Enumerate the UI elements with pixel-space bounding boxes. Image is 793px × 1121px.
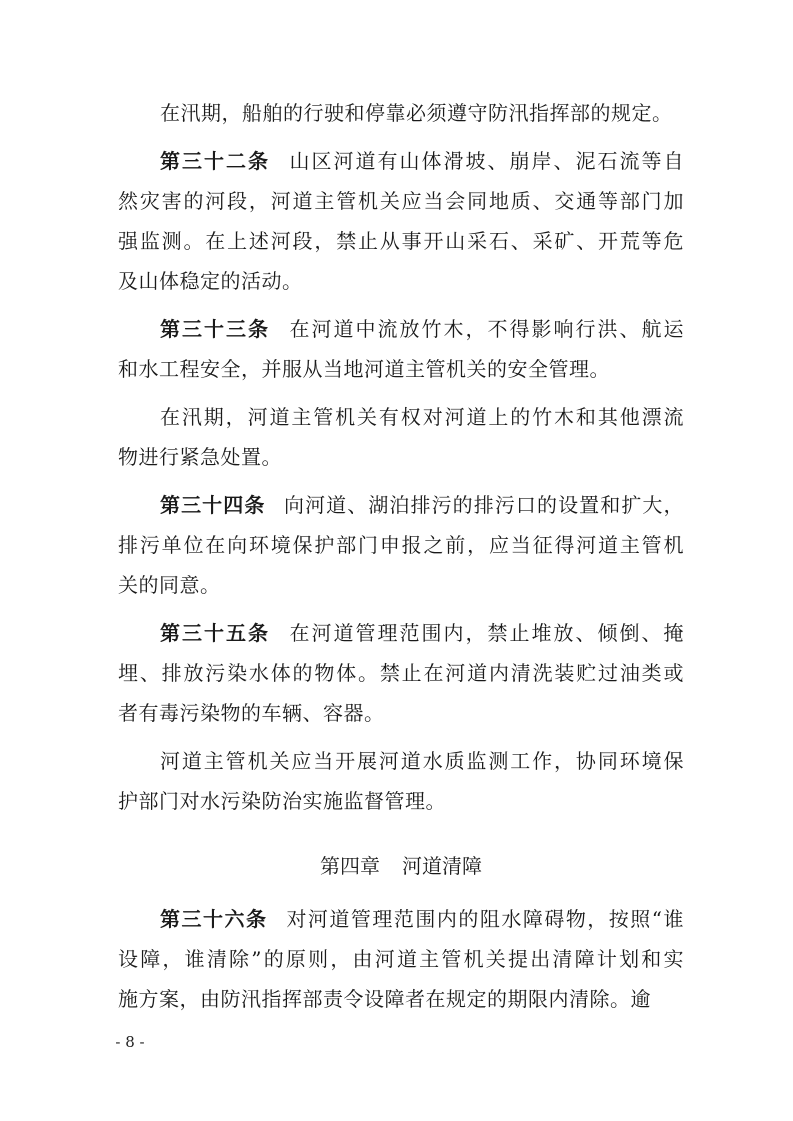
- line-text: 设障，谁清除”的原则，由河道主管机关提出清障计划和实: [118, 947, 684, 971]
- text-line: [118, 93, 684, 133]
- article-number: 第三十五条: [160, 621, 270, 645]
- paragraph: [118, 613, 684, 733]
- paragraph: [118, 741, 684, 821]
- paragraph: [118, 309, 684, 389]
- line-text: 者有毒污染物的车辆、容器。: [118, 701, 385, 725]
- line-text: 在河道中流放竹木，不得影响行洪、航运: [288, 317, 684, 341]
- text-line: [118, 565, 684, 605]
- line-text: 及山体稳定的活动。: [118, 269, 303, 293]
- page-number: - 8 -: [115, 1033, 145, 1051]
- paragraph: [118, 397, 684, 477]
- chapter-number: 第四章: [320, 854, 380, 878]
- line-text: 埋、排放污染水体的物体。禁止在河道内清洗装贮过油类或: [118, 661, 684, 685]
- paragraph: [118, 93, 684, 133]
- text-line: [118, 437, 684, 477]
- line-text: 山区河道有山体滑坡、崩岸、泥石流等自: [288, 149, 684, 173]
- text-line: [118, 741, 684, 781]
- chapter-heading: [118, 839, 684, 893]
- text-line: [118, 693, 684, 733]
- document-body: [118, 93, 684, 1027]
- article-number: 第三十三条: [160, 317, 270, 341]
- text-line: [118, 141, 684, 181]
- line-text: 然灾害的河段，河道主管机关应当会同地质、交通等部门加: [118, 189, 684, 213]
- paragraph: [118, 485, 684, 605]
- paragraph-group-after-chapter: [118, 899, 684, 1027]
- line-text: 在河道管理范围内，禁止堆放、倾倒、掩: [288, 621, 684, 645]
- chapter-title: 河道清障: [402, 854, 482, 878]
- article-number: 第三十二条: [160, 149, 270, 173]
- text-line: [118, 309, 684, 349]
- line-text: 河道主管机关应当开展河道水质监测工作，协同环境保: [160, 749, 684, 773]
- line-text: 施方案，由防汛指挥部责令设障者在规定的期限内清除。逾: [118, 987, 651, 1011]
- text-line: [118, 349, 684, 389]
- line-text: 强监测。在上述河段，禁止从事开山采石、采矿、开荒等危: [118, 229, 684, 253]
- paragraph-group-before-chapter: [118, 93, 684, 829]
- text-line: [118, 979, 684, 1019]
- line-text: 和水工程安全，并服从当地河道主管机关的安全管理。: [118, 357, 610, 381]
- line-text: 护部门对水污染防治实施监督管理。: [118, 789, 446, 813]
- line-text: 关的同意。: [118, 573, 221, 597]
- line-text: 排污单位在向环境保护部门申报之前，应当征得河道主管机: [118, 533, 684, 557]
- text-line: [118, 221, 684, 261]
- text-line: [118, 261, 684, 301]
- text-line: [118, 485, 684, 525]
- text-line: [118, 781, 684, 821]
- paragraph: [118, 899, 684, 1019]
- line-text: 对河道管理范围内的阻水障碍物，按照“谁: [285, 907, 684, 931]
- line-text: 在汛期，河道主管机关有权对河道上的竹木和其他漂流: [160, 405, 684, 429]
- article-number: 第三十四条: [160, 493, 266, 517]
- line-text: 物进行紧急处置。: [118, 445, 282, 469]
- line-text: 在汛期，船舶的行驶和停靠必须遵守防汛指挥部的规定。: [160, 101, 673, 125]
- text-line: [118, 613, 684, 653]
- text-line: [118, 653, 684, 693]
- text-line: [118, 397, 684, 437]
- line-text: 向河道、湖泊排污的排污口的设置和扩大，: [283, 493, 685, 517]
- text-line: [118, 181, 684, 221]
- text-line: [118, 899, 684, 939]
- article-number: 第三十六条: [160, 907, 268, 931]
- text-line: [118, 525, 684, 565]
- text-line: [118, 939, 684, 979]
- paragraph: [118, 141, 684, 301]
